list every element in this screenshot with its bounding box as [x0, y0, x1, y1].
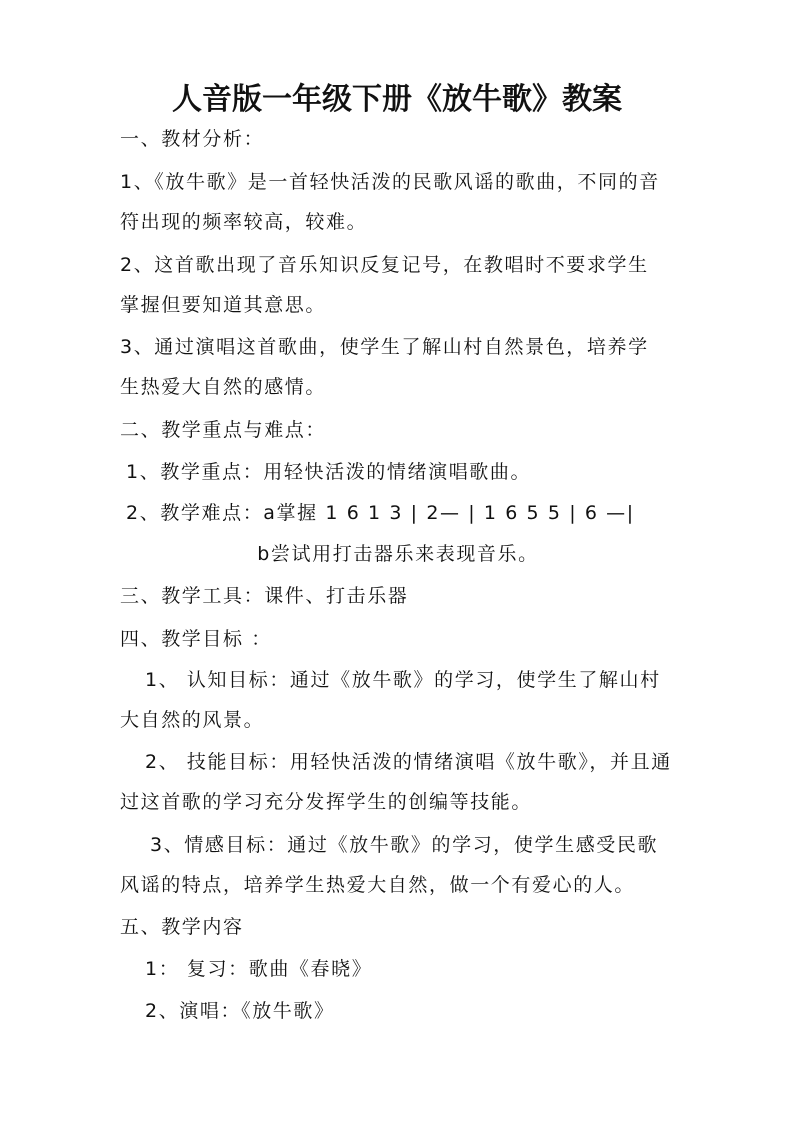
objective-line: 过这首歌的学习充分发挥学生的创编等技能。: [120, 791, 533, 813]
document-title: 人音版一年级下册《放牛歌》教案: [172, 82, 622, 117]
objective-line: 2、 技能目标：用轻快活泼的情绪演唱《放牛歌》，并且通: [145, 751, 672, 773]
objective-line: 3、情感目标：通过《放牛歌》的学习，使学生感受民歌: [150, 834, 659, 856]
section-heading-content: 五、教学内容: [120, 916, 244, 938]
objective-line: 1、 认知目标：通过《放牛歌》的学习，使学生了解山村: [145, 669, 661, 691]
section-heading-key-points: 二、教学重点与难点：: [120, 419, 327, 441]
content-line: 2、演唱：《放牛歌》: [145, 1000, 335, 1022]
paragraph-line: 生热爱大自然的感情。: [120, 376, 327, 398]
content-line: 1： 复习：歌曲《春晓》: [145, 958, 373, 980]
section-heading-tools: 三、教学工具：课件、打击乐器: [120, 585, 409, 607]
paragraph-line: 掌握但要知道其意思。: [120, 294, 327, 316]
objective-line: 大自然的风景。: [120, 709, 265, 731]
key-point-line: 1、教学重点：用轻快活泼的情绪演唱歌曲。: [126, 461, 532, 483]
objective-line: 风谣的特点，培养学生热爱大自然，做一个有爱心的人。: [120, 874, 636, 896]
difficult-point-line: 2、教学难点：a掌握 1 6 1 3 | 2— | 1 6 5 5 | 6 —|: [126, 502, 635, 524]
paragraph-line: 1、《放牛歌》是一首轻快活泼的民歌风谣的歌曲，不同的音: [120, 171, 660, 193]
section-heading-objectives: 四、教学目标 ：: [120, 628, 272, 650]
section-heading-textbook-analysis: 一、教材分析：: [120, 128, 265, 150]
paragraph-line: 符出现的频率较高，较难。: [120, 211, 368, 233]
paragraph-line: 3、通过演唱这首歌曲，使学生了解山村自然景色，培养学: [120, 336, 649, 358]
paragraph-line: 2、这首歌出现了音乐知识反复记号，在教唱时不要求学生: [120, 254, 649, 276]
difficult-point-line-b: b尝试用打击器乐来表现音乐。: [257, 543, 539, 565]
